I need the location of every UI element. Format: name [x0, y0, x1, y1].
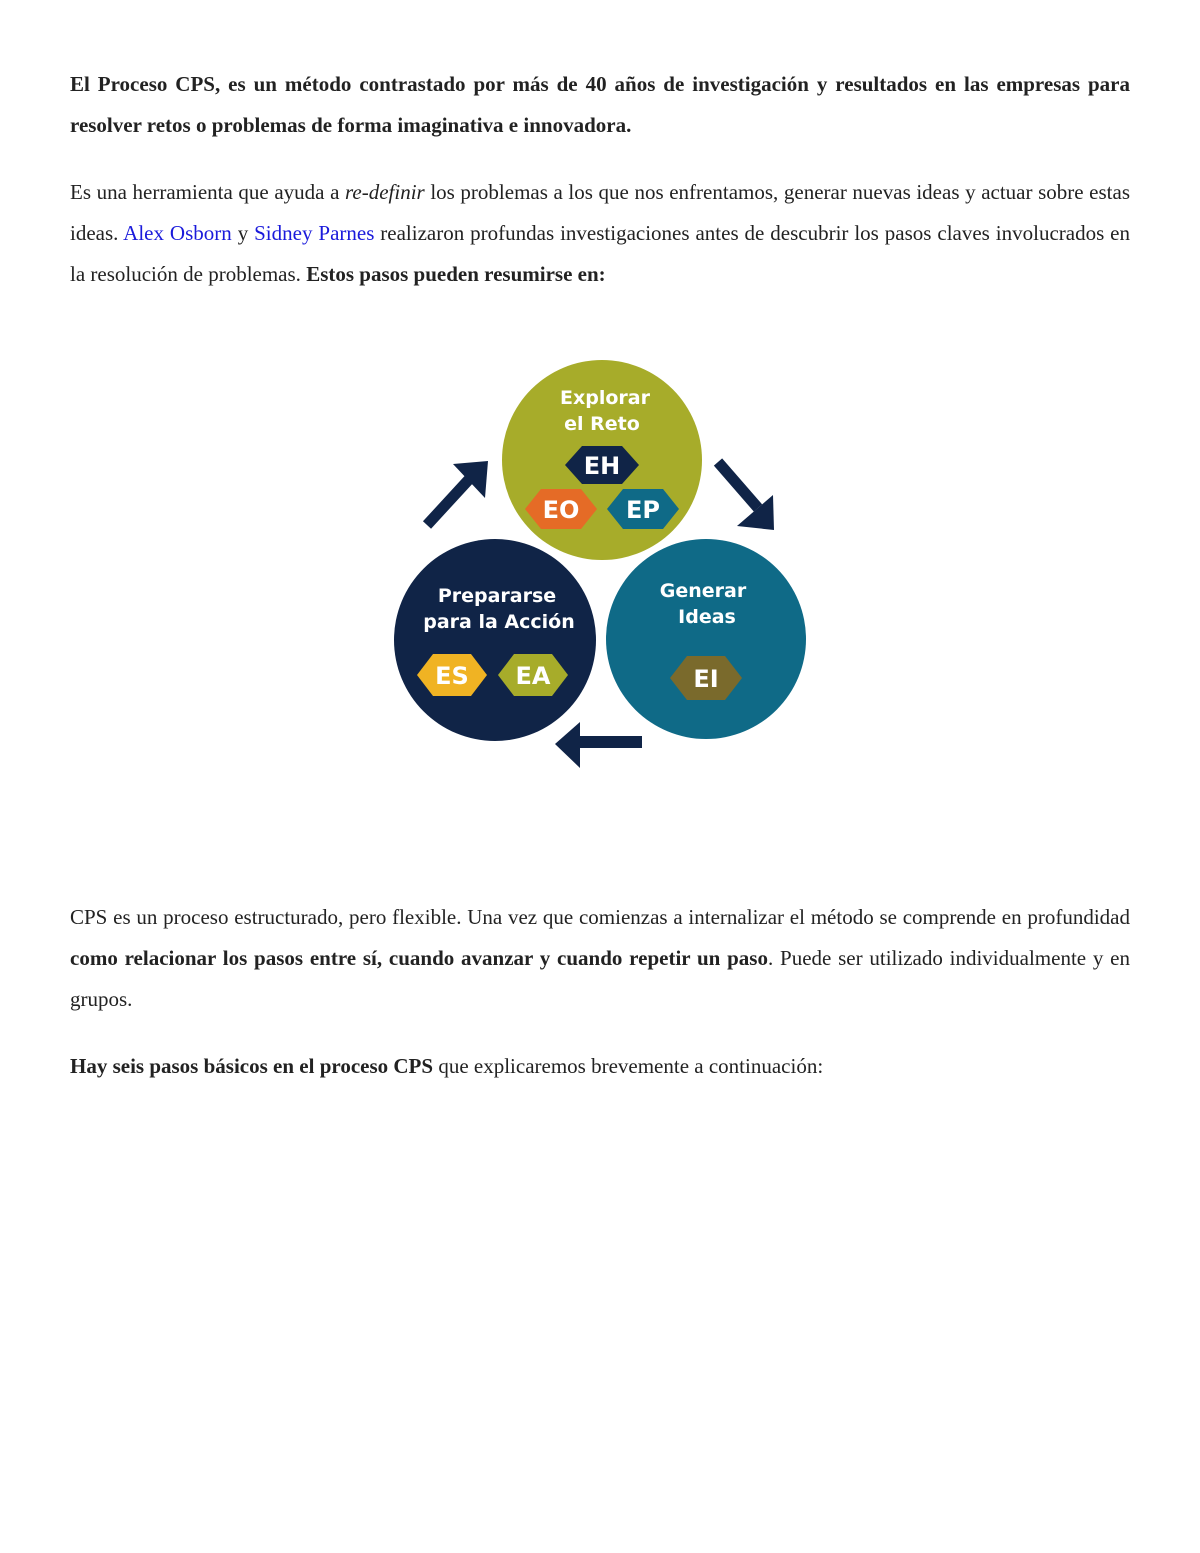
- definition-paragraph: [70, 172, 1130, 295]
- badge-eh-label: EH: [583, 452, 621, 480]
- six-steps-text: que explicaremos brevemente a continuación:: [433, 1054, 824, 1078]
- flexibility-text-1: CPS es un proceso estructurado, pero flexible. Una vez que comienzas a internalizar el método se comprende en profundidad: [70, 905, 1130, 929]
- arrow-up-right-shaft: [427, 475, 473, 525]
- prepare-circle: [394, 539, 596, 741]
- alex-osborn-link[interactable]: Alex Osborn: [123, 221, 232, 245]
- generate-title-line2: Ideas: [678, 606, 736, 628]
- intro-paragraph: [70, 64, 1130, 146]
- redefinir-italic: re-definir: [345, 180, 425, 204]
- flexibility-paragraph: [70, 897, 1130, 1020]
- badge-es-label: ES: [435, 662, 469, 690]
- six-steps-paragraph: [70, 1046, 1130, 1087]
- arrow-prepare-to-explore: [427, 461, 488, 525]
- explore-title-line1: Explorar: [560, 387, 650, 409]
- intro-text: El Proceso CPS, es un método contrastado por más de 40 años de investigación y resultados en las empresas para resolver retos o problemas de forma imaginativa e innovadora.: [70, 72, 1130, 137]
- flexibility-bold: como relacionar los pasos entre sí, cuando avanzar y cuando repetir un paso: [70, 946, 768, 970]
- sidney-parnes-link[interactable]: Sidney Parnes: [254, 221, 375, 245]
- generate-title-line1: Generar: [659, 580, 747, 602]
- arrow-left-head: [555, 722, 580, 768]
- steps-summary-bold: Estos pasos pueden resumirse en:: [306, 262, 606, 286]
- cps-process-diagram: [385, 350, 815, 780]
- generate-circle: [606, 539, 806, 739]
- prepare-title-line1: Prepararse: [437, 585, 557, 607]
- flexibility-text-2: . Puede ser utilizado individualmente y en grupos.: [70, 946, 1130, 1011]
- badge-ep-label: EP: [626, 496, 660, 524]
- definition-text-3: y: [231, 221, 255, 245]
- six-steps-bold: Hay seis pasos básicos en el proceso CPS: [70, 1054, 434, 1078]
- definition-text-4: realizaron profundas investigaciones antes de descubrir los pasos claves involucrados en la resolución de problemas.: [70, 221, 1130, 286]
- explore-title-line2: el Reto: [564, 413, 640, 435]
- arrow-explore-to-generate: [718, 462, 774, 530]
- arrow-generate-to-prepare: [555, 722, 642, 768]
- badge-eo-label: EO: [542, 496, 580, 524]
- badge-ea-label: EA: [515, 662, 551, 690]
- prepare-title-line2: para la Acción: [423, 611, 575, 633]
- definition-text-2: los problemas a los que nos enfrentamos, generar nuevas ideas y actuar sobre estas ideas.: [70, 180, 1130, 245]
- definition-text-1: Es una herramienta que ayuda a: [70, 180, 345, 204]
- badge-ei-label: EI: [693, 665, 719, 693]
- arrow-down-right-shaft: [718, 462, 758, 508]
